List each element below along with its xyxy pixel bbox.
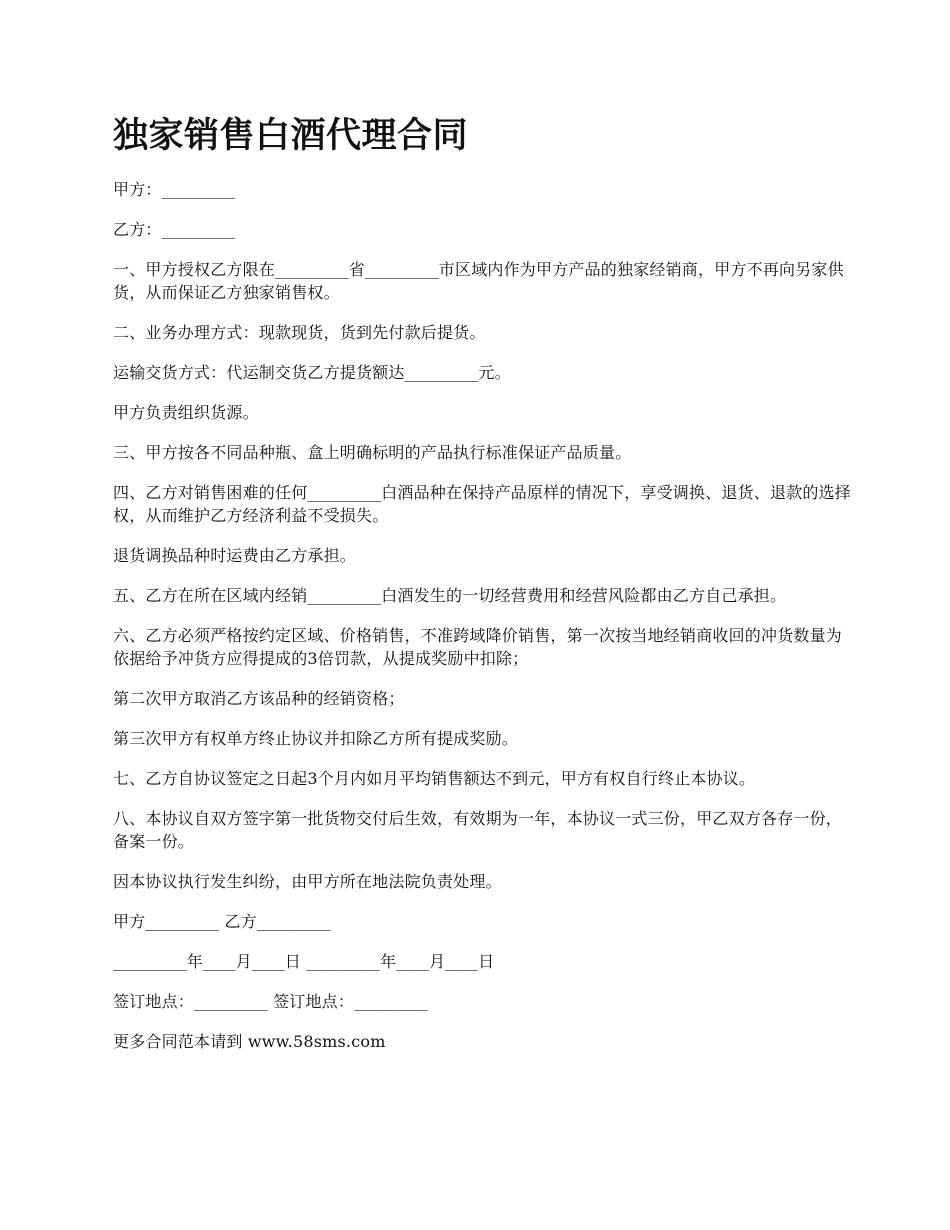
clause-7: 七、乙方自协议签定之日起3个月内如月平均销售额达不到元，甲方有权自行终止本协议。 [113,769,756,788]
clause-3: 三、甲方按各不同品种瓶、盒上明确标明的产品执行标准保证产品质量。 [113,443,632,462]
dispute-resolution: 因本协议执行发生纠纷，由甲方所在地法院负责处理。 [113,872,502,891]
clause-2: 二、业务办理方式：现款现货，货到先付款后提货。 [113,323,486,342]
party-b-line: 乙方：_________ [113,220,236,239]
document-title: 独家销售白酒代理合同 [113,116,469,156]
footer-link-text: 更多合同范本请到 www.58sms.com [113,1032,386,1051]
party-a-line: 甲方：_________ [113,180,236,199]
signature-line: 甲方_________ 乙方_________ [113,912,331,931]
second-violation: 第二次甲方取消乙方该品种的经销资格； [113,689,405,708]
third-violation: 第三次甲方有权单方终止协议并扣除乙方所有提成奖励。 [113,729,519,748]
clause-6: 六、乙方必须严格按约定区域、价格销售，不准跨域降价销售，第一次按当地经销商收回的冲货数量为依据给予冲货方应得提成的3倍罚款，从提成奖励中扣除； [113,626,843,668]
document-body [113,178,853,1070]
clause-1: 一、甲方授权乙方限在_________省_________市区域内作为甲方产品的独家经销商，甲方不再向另家供货，从而保证乙方独家销售权。 [113,260,844,302]
date-line: _________年____月____日 _________年____月____日 [113,952,495,971]
signing-place-line: 签订地点：_________ 签订地点：_________ [113,992,428,1011]
clause-5: 五、乙方在所在区域内经销_________白酒发生的一切经营费用和经营风险都由乙方自己承担。 [113,586,787,605]
delivery-method: 运输交货方式：代运制交货乙方提货额达_________元。 [113,363,511,382]
clause-4: 四、乙方对销售困难的任何_________白酒品种在保持产品原样的情况下，享受调换、退货、退款的选择权，从而维护乙方经济利益不受损失。 [113,483,852,525]
return-freight: 退货调换品种时运费由乙方承担。 [113,546,357,565]
clause-8: 八、本协议自双方签字第一批货物交付后生效，有效期为一年，本协议一式三份，甲乙双方各存一份，备案一份。 [113,809,843,851]
supply-responsibility: 甲方负责组织货源。 [113,403,259,422]
